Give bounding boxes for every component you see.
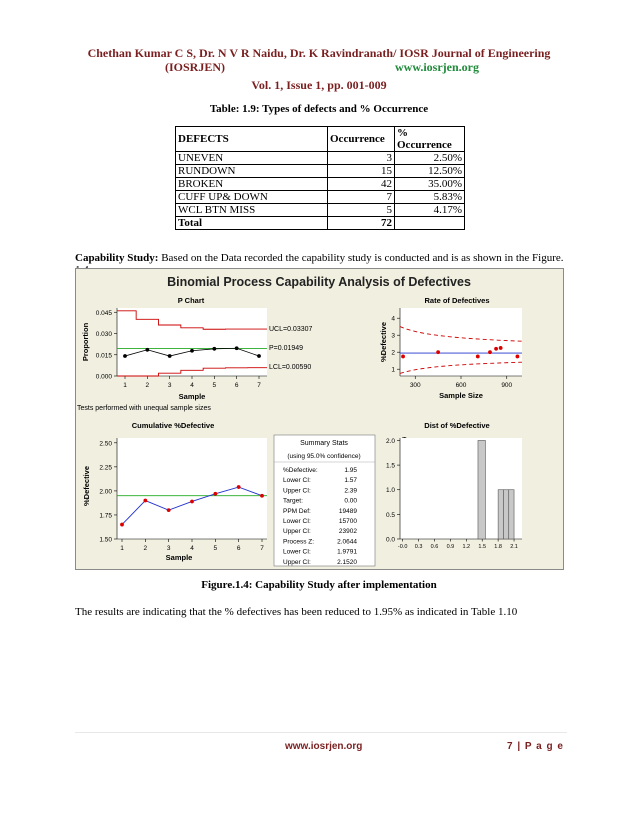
results-paragraph: The results are indicating that the % defectives has been reduced to 1.95% as indicated in Table 1.10 (75, 606, 518, 618)
journal-url-link[interactable]: www.iosrjen.org (395, 60, 479, 74)
defect-pct: 2.50% (395, 152, 465, 165)
cumulative-chart-x-tick-label: 2 (143, 545, 148, 552)
ucl-annotation: UCL=0.03307 (269, 326, 313, 333)
figure-note: Tests performed with unequal sample sizes (77, 405, 211, 412)
cumulative-chart-x-tick-label: 3 (166, 545, 171, 552)
p-chart-point (190, 349, 194, 353)
cumulative-chart-point (167, 508, 171, 512)
p-chart-x-tick-label: 5 (212, 382, 217, 389)
rate-chart-point (436, 350, 440, 354)
defect-name: BROKEN (176, 178, 328, 191)
summary-stats-box (274, 435, 375, 566)
table-row (176, 204, 465, 217)
summary-stat-value: 19489 (338, 507, 357, 515)
summary-stat-value: 1.9791 (337, 548, 357, 556)
footer-divider (75, 732, 567, 733)
table-row (176, 191, 465, 204)
summary-stat-value: 1.95 (344, 467, 357, 474)
capability-text: Based on the Data recorded the capability study is conducted and is as shown in the Figure. (161, 252, 564, 264)
p-chart-x-tick-label: 7 (257, 382, 261, 389)
cumulative-chart-y-tick-label: 2.25 (99, 464, 112, 472)
p-chart-y-tick-label: 0.015 (95, 352, 112, 360)
summary-stat-value: 23902 (338, 528, 357, 536)
dist-chart-x-tick-label: 1.8 (494, 544, 502, 550)
p-chart-point (145, 348, 149, 352)
defect-count: 7 (328, 191, 395, 204)
capability-figure (75, 268, 564, 570)
dist-chart-y-tick-label: 0.5 (385, 511, 395, 519)
cumulative-chart-point (120, 523, 124, 527)
cumulative-chart-point (260, 494, 264, 498)
rate-chart-x-tick-label: 300 (409, 382, 421, 389)
p-chart-y-tick-label: 0.045 (95, 309, 112, 317)
defect-name: WCL BTN MISS (176, 204, 328, 217)
rate-chart-point (476, 355, 480, 359)
defect-count: 15 (328, 165, 395, 178)
rate-chart-xlabel: Sample Size (439, 391, 483, 400)
summary-stat-label: Upper CI: (283, 528, 311, 536)
defect-pct: 5.83% (395, 191, 465, 204)
p-chart-point (257, 354, 261, 358)
rate-chart-point (401, 355, 405, 359)
dist-chart-x-tick-label: 0.3 (414, 544, 423, 550)
figure-caption: Figure.1.4: Capability Study after implementation (201, 579, 437, 591)
summary-stat-label: Lower CI: (283, 518, 311, 525)
rate-chart-y-tick-label: 1 (391, 366, 395, 374)
page-number: 7 | P a g e (507, 741, 564, 752)
rate-chart-point (516, 355, 520, 359)
summary-title: Summary Stats (300, 440, 348, 447)
table-header-row (176, 127, 465, 152)
p-chart-x-tick-label: 4 (190, 382, 194, 389)
summary-stat-label: Target: (283, 497, 303, 505)
cumulative-chart-x-tick-label: 7 (260, 545, 264, 552)
cumulative-chart-point (190, 500, 194, 504)
cumulative-chart-ylabel: %Defective (82, 465, 91, 507)
table-row (176, 165, 465, 178)
dist-chart-x-tick-label: 0.6 (430, 544, 439, 550)
cumulative-chart-xlabel: Sample (165, 553, 193, 562)
total-empty-cell (395, 217, 465, 230)
summary-stat-label: Process Z: (283, 538, 315, 546)
cumulative-chart-x-tick-label: 6 (236, 545, 241, 552)
dist-chart-x-tick-label: 2.1 (510, 544, 518, 550)
dist-chart-bar (509, 490, 514, 539)
cumulative-chart-y-tick-label: 2.00 (99, 488, 112, 496)
p-chart-x-tick-label: 6 (234, 382, 239, 389)
p-chart-x-tick-label: 2 (145, 382, 150, 389)
summary-stat-label: PPM Def: (283, 507, 311, 515)
p-chart-x-tick-label: 3 (167, 382, 172, 389)
table-total-row (176, 217, 465, 230)
table-title: Table: 1.9: Types of defects and % Occurrence (209, 103, 429, 115)
rate-chart-point (499, 346, 503, 350)
table-row (176, 152, 465, 165)
defect-pct: 35.00% (395, 178, 465, 191)
dist-chart (386, 421, 522, 550)
defect-count: 3 (328, 152, 395, 165)
dist-chart-x-tick-label: 1.5 (478, 544, 487, 550)
cumulative-chart-y-tick-label: 1.50 (99, 536, 112, 544)
dist-chart-x-tick-label: 1.2 (462, 544, 471, 550)
cumulative-chart-plot-area (117, 438, 267, 539)
rate-chart-y-tick-label: 2 (391, 349, 395, 357)
summary-stat-label: Upper CI: (283, 558, 311, 566)
p-chart-point (168, 354, 172, 358)
dist-chart-x-tick-label: -0.0 (397, 544, 408, 550)
p-chart-point (123, 354, 127, 358)
rate-chart-x-tick-label: 900 (501, 382, 513, 389)
defect-name: CUFF UP& DOWN (176, 191, 328, 204)
p-chart-point (235, 346, 239, 350)
dist-chart-y-tick-label: 0.0 (385, 536, 395, 544)
dist-chart-bar (478, 440, 485, 539)
dist-chart-title: Dist of %Defective (424, 421, 490, 430)
rate-chart-x-tick-label: 600 (455, 382, 467, 389)
table-row (176, 178, 465, 191)
defect-pct: 12.50% (395, 165, 465, 178)
defects-table (175, 126, 465, 230)
summary-stat-label: Lower CI: (283, 548, 311, 556)
footer-url-link[interactable]: www.iosrjen.org (285, 741, 363, 752)
defect-count: 5 (328, 204, 395, 217)
dist-chart-bar (498, 490, 503, 539)
summary-stat-label: Lower CI: (283, 477, 311, 485)
summary-subtitle: (using 95.0% confidence) (287, 453, 361, 460)
cumulative-chart-y-tick-label: 2.50 (99, 440, 112, 448)
summary-stat-value: 15700 (338, 518, 357, 525)
journal-volume: Vol. 1, Issue 1, pp. 001-009 (251, 78, 387, 92)
cumulative-chart-y-tick-label: 1.75 (99, 512, 112, 520)
defect-name: RUNDOWN (176, 165, 328, 178)
defect-count: 42 (328, 178, 395, 191)
center-annotation: P=0.01949 (269, 345, 304, 352)
rate-chart-plot-area (400, 308, 522, 376)
summary-stat-label: %Defective: (283, 467, 318, 474)
figure-main-title: Binomial Process Capability Analysis of Defectives (167, 275, 471, 289)
p-chart-y-tick-label: 0.000 (95, 373, 112, 381)
p-chart-title: P Chart (177, 296, 205, 305)
rate-chart-point (494, 347, 498, 351)
header-defects: DEFECTS (176, 127, 328, 152)
total-label: Total (176, 217, 328, 230)
rate-chart-point (488, 350, 492, 354)
dist-chart-y-tick-label: 1.0 (385, 487, 395, 495)
dist-chart-y-tick-label: 2.0 (385, 437, 395, 445)
cumulative-chart-title: Cumulative %Defective (131, 421, 215, 430)
dist-chart-y-tick-label: 1.5 (385, 462, 395, 470)
journal-header-line1: Chethan Kumar C S, Dr. N V R Naidu, Dr. K Ravindranath/ IOSR Journal of Engineering (87, 46, 551, 60)
rate-chart-title: Rate of Defectives (424, 296, 490, 305)
cumulative-chart-x-tick-label: 4 (190, 545, 194, 552)
summary-stat-value: 2.1520 (337, 558, 357, 566)
capability-heading: Capability Study: (75, 252, 159, 264)
p-chart-xlabel: Sample (178, 392, 206, 401)
journal-header-line2: (IOSRJEN) (165, 60, 226, 74)
cumulative-chart-point (237, 485, 241, 489)
defect-name: UNEVEN (176, 152, 328, 165)
rate-chart-y-tick-label: 4 (391, 315, 395, 323)
summary-stat-value: 2.0644 (337, 538, 357, 546)
header-pct-occurrence: % Occurrence (395, 127, 465, 152)
p-chart-plot-area (117, 308, 267, 376)
p-chart-ylabel: Proportion (81, 322, 90, 362)
dist-chart-bar (503, 490, 508, 539)
cumulative-chart-point (213, 492, 217, 496)
p-chart-point (212, 347, 216, 351)
defect-pct: 4.17% (395, 204, 465, 217)
dist-chart-x-tick-label: 0.9 (446, 544, 455, 550)
p-chart-y-tick-label: 0.030 (95, 331, 112, 338)
header-occurrence: Occurrence (328, 127, 395, 152)
rate-chart-y-tick-label: 3 (391, 332, 395, 340)
summary-stat-label: Upper CI: (283, 487, 311, 495)
total-value: 72 (328, 217, 395, 230)
cumulative-chart-x-tick-label: 5 (213, 545, 218, 552)
p-chart-x-tick-label: 1 (123, 382, 127, 389)
rate-chart-ylabel: %Defective (379, 321, 388, 363)
summary-stat-value: 0.00 (344, 497, 357, 505)
summary-stat-value: 2.39 (344, 487, 357, 495)
cumulative-chart-point (143, 499, 147, 503)
cumulative-chart-x-tick-label: 1 (120, 545, 124, 552)
summary-stat-value: 1.57 (344, 477, 357, 485)
lcl-annotation: LCL=0.00590 (269, 364, 312, 371)
